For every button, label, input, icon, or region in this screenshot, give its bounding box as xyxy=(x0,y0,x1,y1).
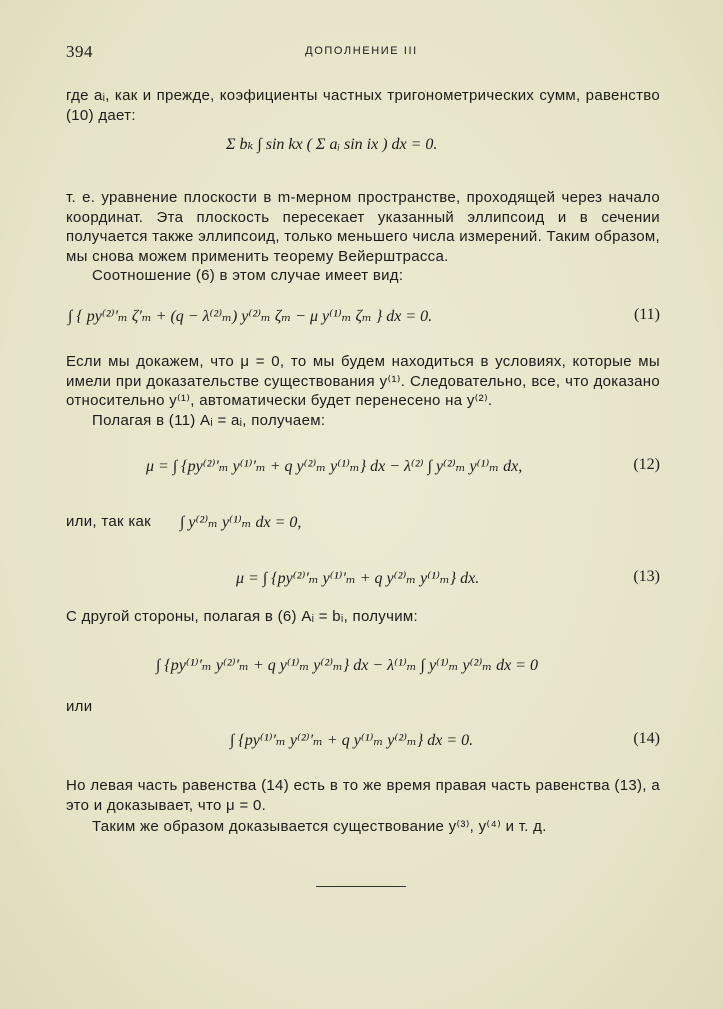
equation-13-body: μ = ∫ {py⁽²⁾′ₘ y⁽¹⁾′ₘ + q y⁽²⁾ₘ y⁽¹⁾ₘ} dx. xyxy=(236,570,480,587)
equation-number-11: (11) xyxy=(633,306,660,323)
equation-10-body: Σ bₖ ∫ sin kx ( Σ aᵢ sin ix ) dx = 0. xyxy=(226,136,438,153)
equation-number-14: (14) xyxy=(633,730,660,747)
equation-13 xyxy=(66,548,660,598)
equation-number-12: (12) xyxy=(633,456,660,473)
equation-number-13: (13) xyxy=(633,568,660,585)
end-rule xyxy=(316,886,406,887)
paragraph-setting-a: Полагая в (11) Aᵢ = aᵢ, получаем: xyxy=(92,412,326,429)
equation-condition xyxy=(180,500,400,540)
equation-b-body: ∫ {py⁽¹⁾′ₘ y⁽²⁾′ₘ + q y⁽¹⁾ₘ y⁽²⁾ₘ} dx − λ⁽¹⁾ₘ ∫ y⁽¹⁾ₘ y⁽²⁾ₘ dx = 0 xyxy=(156,657,538,674)
paragraph-other-side: С другой стороны, полагая в (6) Aᵢ = bᵢ, получим: xyxy=(66,608,418,625)
equation-14 xyxy=(66,712,660,762)
equation-11 xyxy=(66,288,660,336)
page-header xyxy=(66,42,657,62)
equation-14-body: ∫ {py⁽¹⁾′ₘ y⁽²⁾′ₘ + q y⁽¹⁾ₘ y⁽²⁾ₘ} dx = 0. xyxy=(230,732,474,749)
paragraph-if-proved: Если мы докажем, что μ = 0, то мы будем находиться в условиях, которые мы имели при доказательстве существования y⁽¹⁾. Следовательно, все, что доказано относительно y⁽¹⁾, автоматически будет перенесено на y⁽²⁾. xyxy=(66,353,660,409)
page-number: 394 xyxy=(66,42,93,61)
paragraph-or: или xyxy=(66,698,93,715)
equation-condition-body: ∫ y⁽²⁾ₘ y⁽¹⁾ₘ dx = 0, xyxy=(180,514,302,531)
paragraph-relation: Соотношение (6) в этом случае имеет вид: xyxy=(92,267,404,284)
equation-11-body: ∫ { py⁽²⁾′ₘ ζ′ₘ + (q − λ⁽²⁾ₘ) y⁽²⁾ₘ ζₘ − μ y⁽¹⁾ₘ ζₘ } dx = 0. xyxy=(68,308,433,325)
paragraph-similarly: Таким же образом доказывается существование y⁽³⁾, y⁽⁴⁾ и т. д. xyxy=(92,818,547,835)
equation-12-body: μ = ∫ {py⁽²⁾′ₘ y⁽¹⁾′ₘ + q y⁽²⁾ₘ y⁽¹⁾ₘ} dx − λ⁽²⁾ ∫ y⁽²⁾ₘ y⁽¹⁾ₘ dx, xyxy=(146,458,523,475)
running-title: ДОПОЛНЕНИЕ III xyxy=(305,45,418,57)
paragraph-left-side: Но левая часть равенства (14) есть в то же время правая часть равенства (13), а это и доказывает, что μ = 0. xyxy=(66,777,660,814)
equation-10 xyxy=(66,124,660,176)
equation-12 xyxy=(66,438,660,486)
paragraph-plane: т. е. уравнение плоскости в m-мерном пространстве, проходящей через начало координат. Эта плоскость пересекает указанный эллипсоид и в сечении получается также эллипсоид, только меньшего числа измерений. Таким образом, мы снова можем применить теорему Вейерштрасса. xyxy=(66,189,660,265)
paragraph-or-since: или, так как xyxy=(66,513,152,530)
equation-b xyxy=(66,637,660,687)
paragraph-intro: где aᵢ, как и прежде, коэфициенты частных тригонометрических сумм, равенство (10) дает: xyxy=(66,87,660,124)
